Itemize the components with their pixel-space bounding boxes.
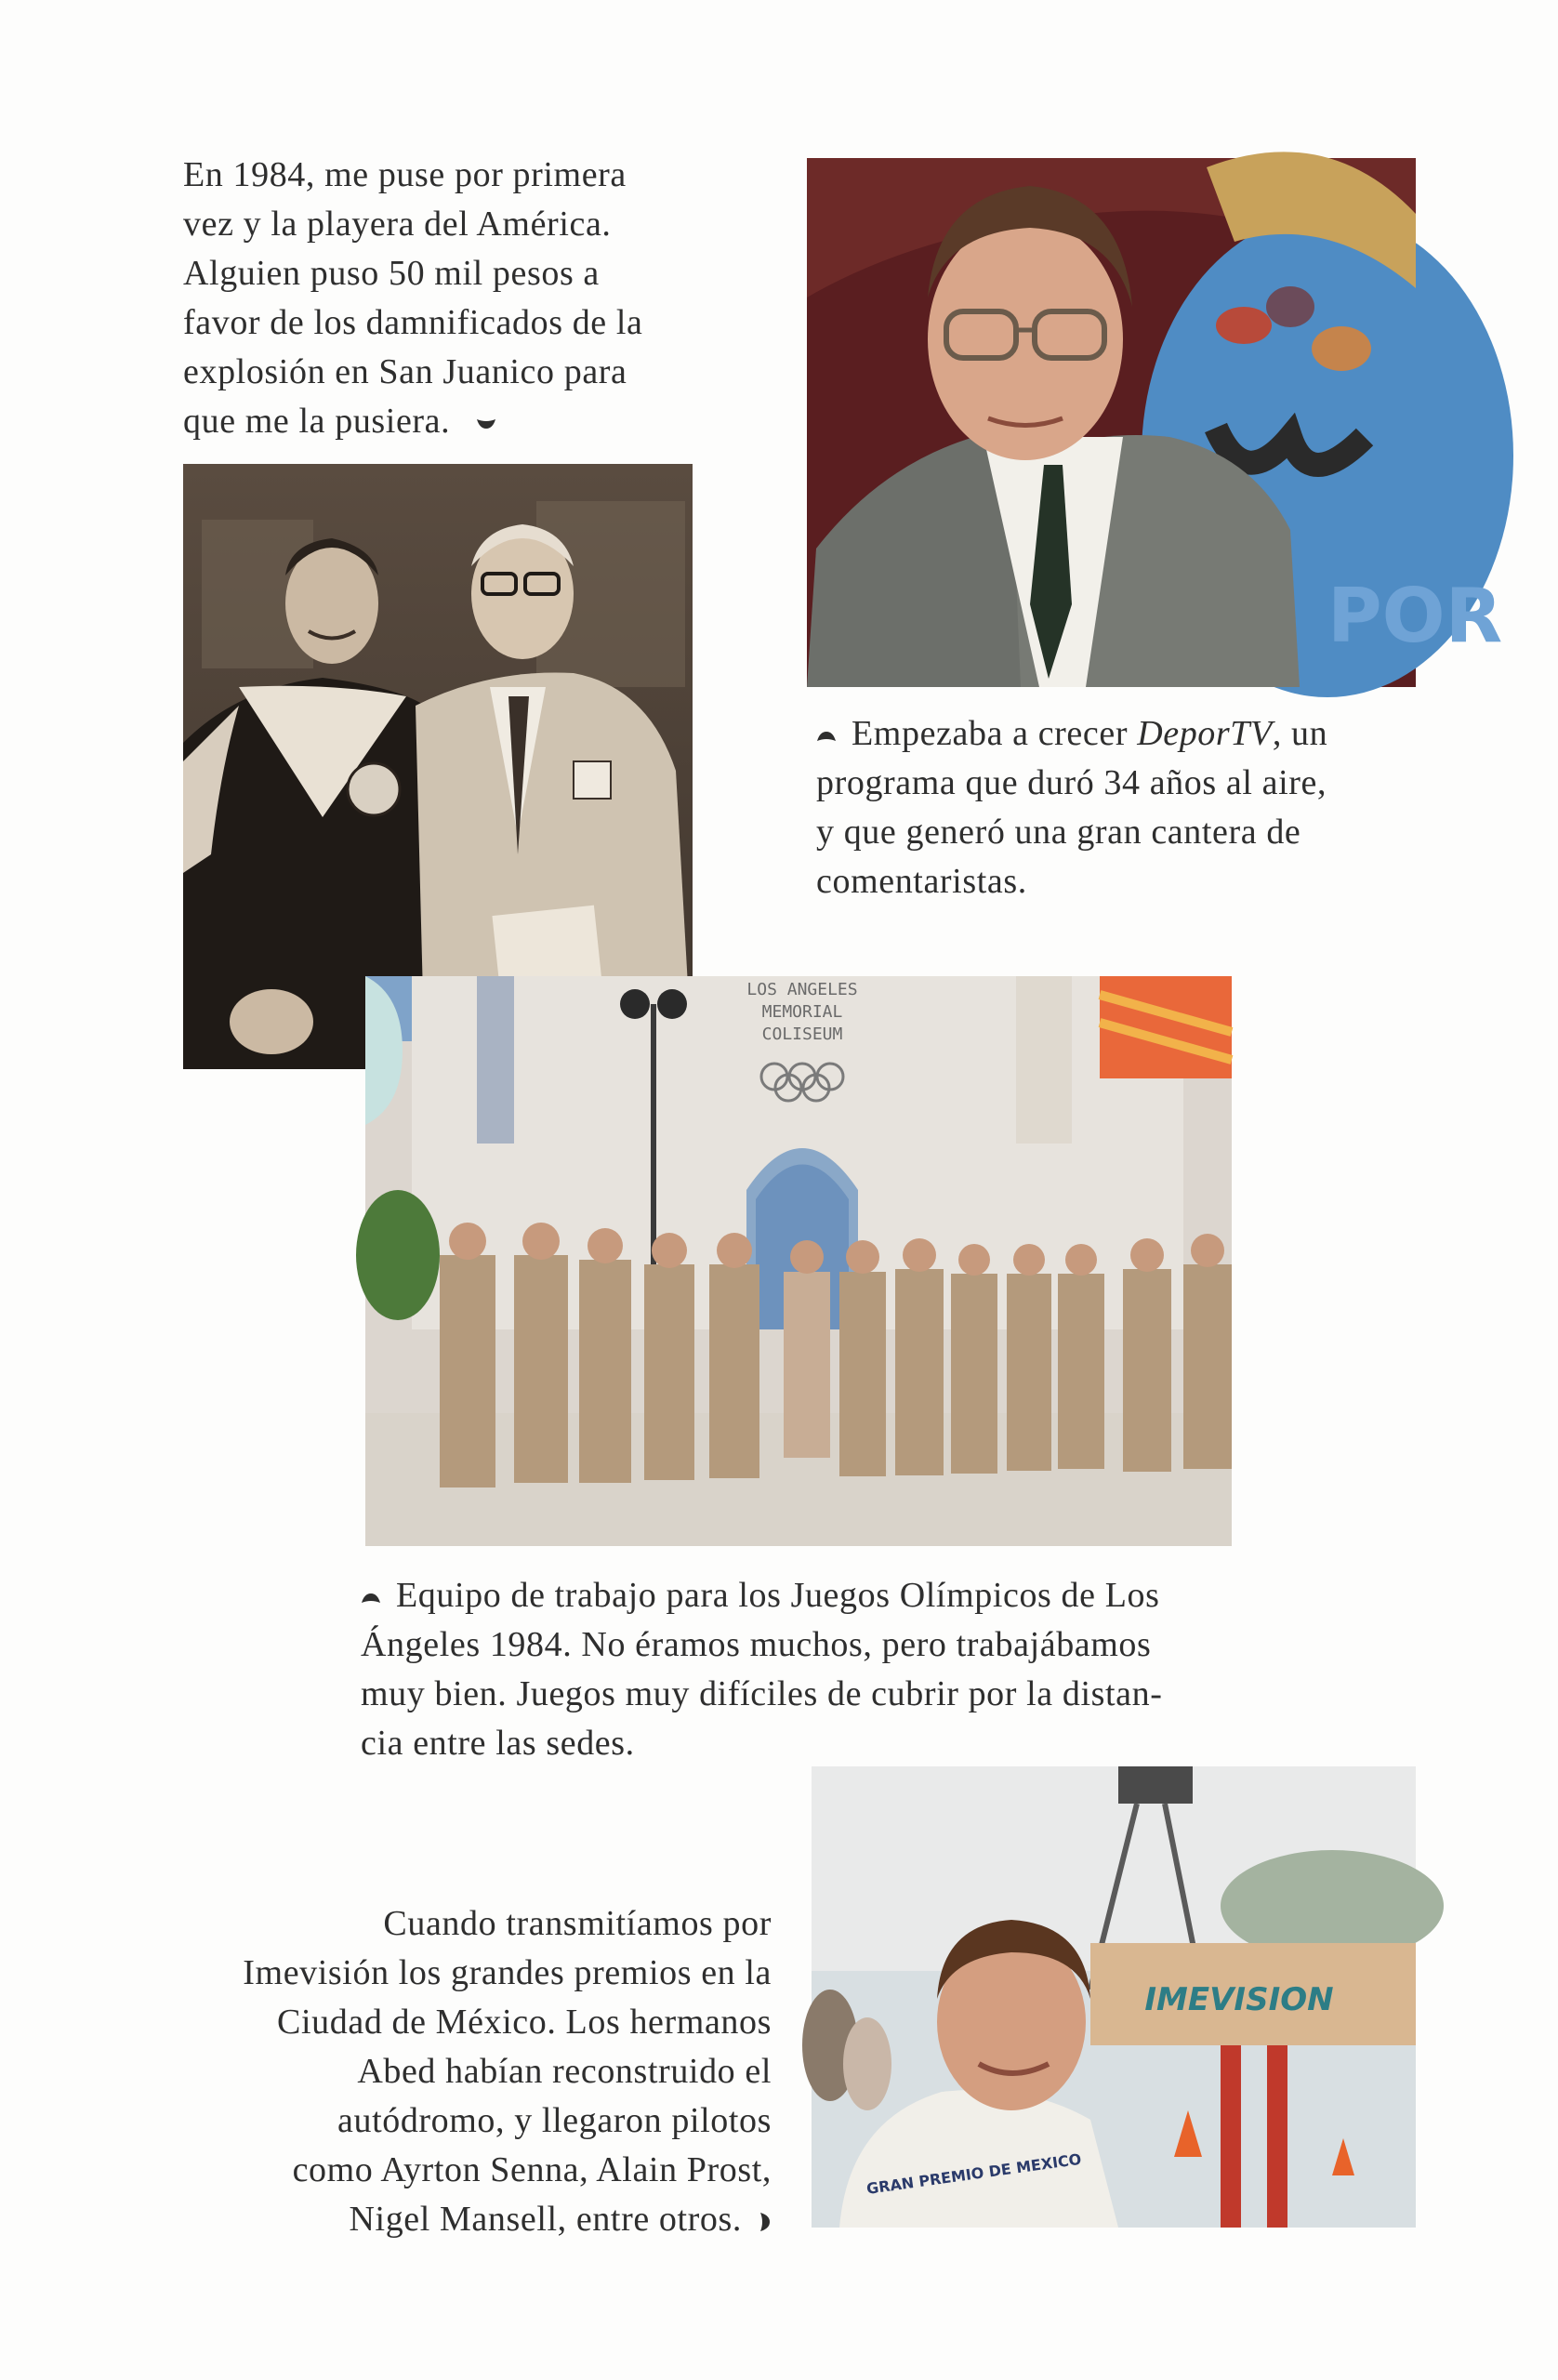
photo-deportv-host [807,158,1503,687]
caption-line: Abed habían reconstruido el [357,2052,772,2091]
caption-line: autódromo, y llegaron pilotos [337,2101,772,2140]
svg-text:COLISEUM: COLISEUM [761,1025,843,1044]
caption-imevision [167,1899,772,2244]
caption-line: favor de los damnificados de la [183,303,643,342]
program-name: DeporTV [1137,714,1273,753]
caption-line: Empezaba a crecer [852,714,1138,753]
coliseum-sign: LOS ANGELES [746,980,858,999]
caption-line: programa que duró 34 años al aire, [816,763,1327,802]
caption-line: Ciudad de México. Los hermanos [277,2003,772,2042]
caption-line: y que generó una gran cantera de [816,813,1301,852]
caption-line: Alguien puso 50 mil pesos a [183,254,600,293]
caption-line: , un [1272,714,1328,753]
arrow-right-icon [759,2212,772,2232]
caption-line: que me la pusiera. [183,402,451,441]
caption-line: Equipo de trabajo para los Juegos Olímpicos de Los [396,1576,1160,1615]
arrow-down-icon [476,417,496,430]
arrow-up-icon [361,1592,381,1605]
caption-deportv [816,709,1327,906]
caption-line: Cuando transmitíamos por [383,1904,772,1943]
caption-line: cia entre las sedes. [361,1724,635,1763]
caption-line: Nigel Mansell, entre otros. [349,2200,742,2239]
caption-line: Ángeles 1984. No éramos muchos, pero trabajábamos [361,1625,1152,1664]
photo-olympic-team [365,976,1232,1546]
caption-line: explosión en San Juanico para [183,352,627,391]
photo-imevision [812,1766,1416,2228]
caption-line: como Ayrton Senna, Alain Prost, [292,2150,772,2189]
caption-olympic-team [361,1571,1163,1768]
imevision-sign: IMEVISION [1144,1981,1334,2018]
caption-line: Imevisión los grandes premios en la [243,1953,772,1992]
caption-line: vez y la playera del América. [183,205,612,244]
caption-line: muy bien. Juegos muy difíciles de cubrir por la distan- [361,1674,1163,1713]
caption-line: En 1984, me puse por primera [183,155,627,194]
svg-text:MEMORIAL: MEMORIAL [761,1002,843,1022]
caption-america-shirt [183,151,643,446]
shirt-print: GRAN PREMIO DE MEXICO [865,2149,1083,2198]
deportv-logo-fragment: POR [1327,573,1503,659]
caption-line: comentaristas. [816,862,1027,901]
arrow-up-icon [816,730,837,743]
